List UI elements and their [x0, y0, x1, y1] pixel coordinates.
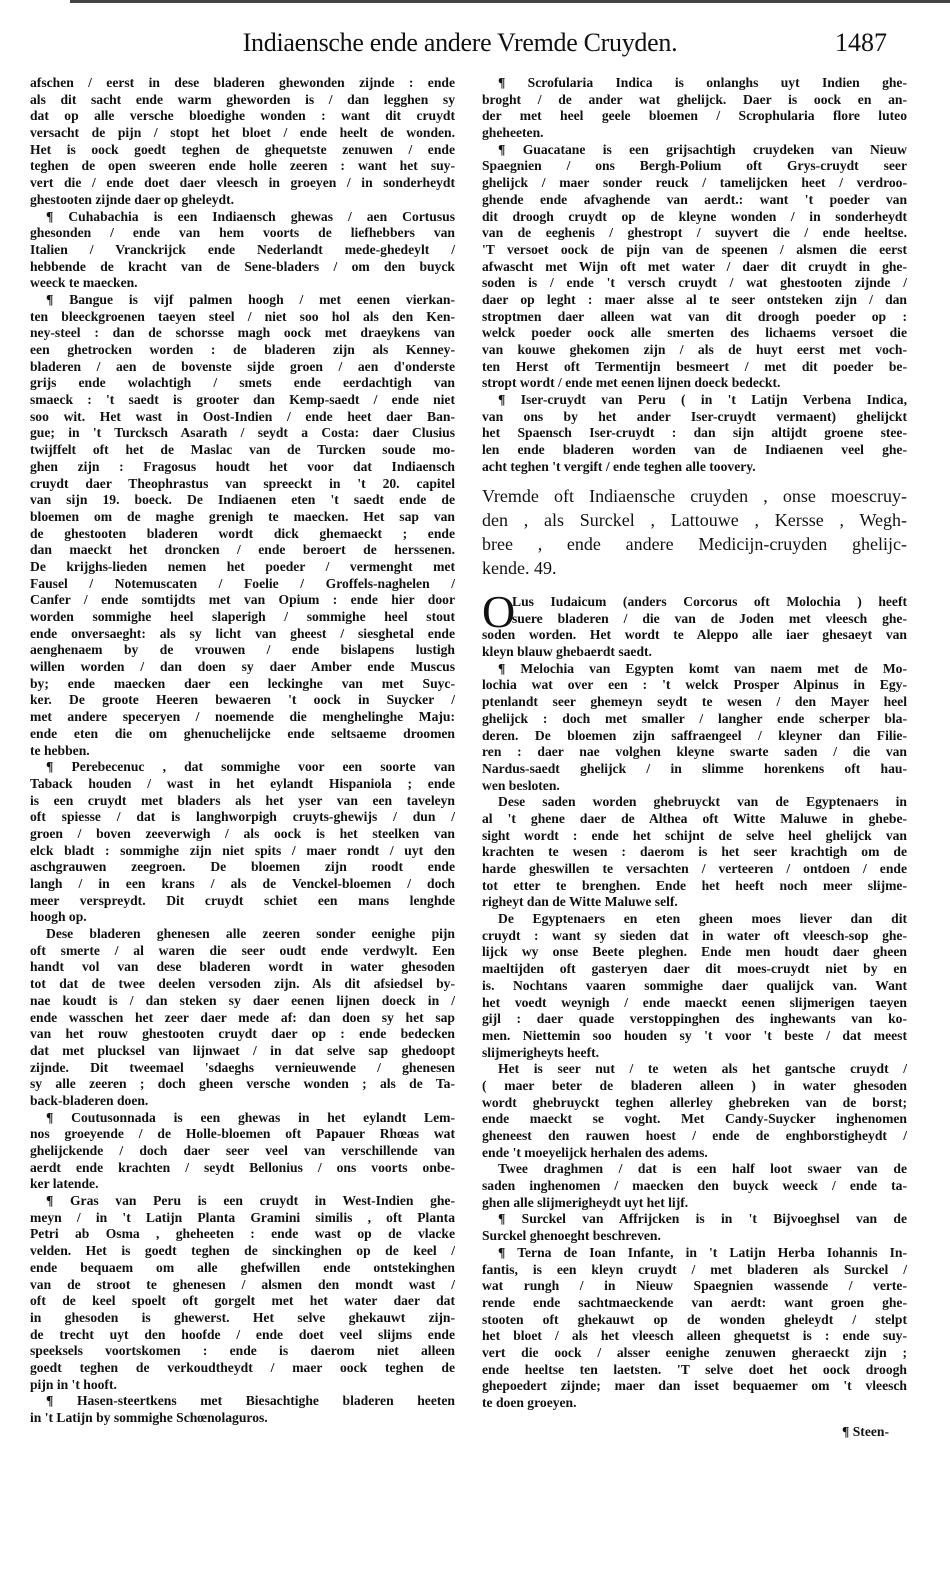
text-line: het Spaensch Iser-cruydt : dan sijn altijdt groene stee- [482, 425, 907, 441]
text-line: back-bladeren doen. [30, 1092, 149, 1108]
paragraph [30, 1193, 455, 1393]
text-line: te hebben. [30, 742, 90, 758]
text-line: Dese saden worden ghebruyckt van de Egyptenaers in [498, 794, 907, 810]
text-line: van sijn 19. boeck. De Indiaenen eten 't saedt ende de [30, 492, 455, 508]
text-line: stroptmen daer alleen wat van dit droogh poeder op : [482, 308, 907, 324]
text-line: afschen / eerst in dese bladeren ghewonden zijnde : ende [30, 75, 455, 90]
text-line: De Egyptenaers en eten gheen moes liever dan dit [498, 911, 907, 927]
text-line: cruydt : want sy sieden dat in water oft vleesch-sop ghe- [482, 927, 907, 943]
text-line: ker. De groote Heeren bewaeren 't oock in Suycker / [30, 692, 455, 708]
text-line: gheneest den rauwen hoest / ende de enghborstigheydt / [482, 1128, 907, 1143]
text-line: velden. Het is goedt teghen de sinckinghen op de keel / [30, 1243, 455, 1259]
text-line: daer op leght : maer alsse al te seer ontsteken zijn / dan [482, 291, 907, 307]
text-line: Taback houden / wast in het eylandt Hispaniola ; ende [30, 775, 455, 791]
text-line: Spaegnien / ons Bergh-Polium oft Grys-cruydt seer [482, 158, 907, 174]
text-line: worden sommighe heel slaperigh / sommighe heel stout [30, 609, 455, 624]
text-line: ghelijckende / doch daer seer veel van verschillende van [30, 1143, 455, 1158]
text-line: het voedt weynigh / ende maeckt eenen slijmerigen taeyen [482, 994, 907, 1010]
text-line: handt vol van dese bladeren wordt in water ghesoden [30, 959, 455, 975]
text-line: ghelijck : doch met smaller / langher ende scherper bla- [482, 710, 907, 726]
chapter-heading-line: den , als Surckel , Lattouwe , Kersse , Wegh- [482, 510, 907, 530]
text-line: welck poeder oock alle smerten des lichaems versoet die [482, 325, 907, 341]
text-line: Twee draghmen / dat is een half loot swaer van de [498, 1161, 907, 1177]
text-line: 'T versoet oock de pijn van de speenen / alsmen die eerst [482, 241, 907, 257]
text-line: sy alle zeeren ; doch gheen versche wonden ; als de Ta- [30, 1076, 455, 1092]
text-line: van kouwe ghekomen zijn / als de huyt eerst met voch- [482, 342, 907, 357]
paragraph [482, 586, 907, 661]
text-line: in 't Latijn by sommighe Schœnolaguros. [30, 1410, 268, 1425]
text-line: oft smerte / al waren die seer oudt ende verdwylt. Een [30, 942, 455, 958]
text-line: stooten oft ghekauwt op de wonden gheleydt / stelpt [482, 1311, 907, 1327]
text-line: ¶ Hasen-steertkens met Biesachtighe bladeren heeten [46, 1393, 455, 1409]
text-line: Nardus-saedt ghelijck / in slimme horenkens oft hau- [482, 760, 907, 776]
text-line: vert die / ende doet daer vleesch in groeyen / in sonderheydt [30, 175, 455, 191]
text-line: aerdt ende krachten / seydt Bellonius / ons voorts onbe- [30, 1159, 455, 1175]
paragraph [30, 759, 455, 926]
text-line: Fausel / Notemuscaten / Foelie / Groffels-naghelen / [30, 575, 455, 591]
text-line: wat rungh / in Nieuw Spaegnien wassende / verte- [482, 1278, 907, 1294]
running-title: Indiaensche ende andere Vremde Cruyden. [242, 28, 678, 57]
text-line: ghen zijn : Fragosus houdt het voor dat Indiaensch [30, 458, 455, 474]
text-line: tot etter te brenghen. Ende het heeft noch meer slijme- [482, 877, 907, 893]
text-line: acht teghen 't vergift / ende teghen alle toovery. [482, 458, 756, 474]
text-line: de ghestooten bladeren wordt dick ghemaeckt ; ende [30, 525, 455, 541]
paragraph [482, 392, 907, 475]
text-line: aenghenaem by de vrouwen / ende bislapens lustigh [30, 642, 455, 658]
text-line: teghen de open sweeren ende holle zeeren : want het suy- [30, 158, 455, 174]
text-line: ¶ Bangue is vijf palmen hoogh / met eenen vierkan- [46, 291, 455, 307]
paragraph [30, 1110, 455, 1193]
paragraph [30, 209, 455, 292]
text-line: ( maer beter de bladeren alleen ) in water ghesoden [482, 1077, 907, 1093]
text-line: dit droogh cruydt op de kleyne wonden / in sonderheydt [482, 208, 907, 224]
text-line: zijnde. Dit tweemael 'sdaeghs vernieuwende / ghenesen [30, 1059, 455, 1075]
scan-edge [70, 0, 950, 3]
text-line: de trecht uyt den hoofde / ende doet veel slijms ende [30, 1326, 455, 1342]
text-line: De krijghs-lieden nemen het poeder / vermenght met [30, 558, 455, 574]
text-line: ende heeltse ten laetsten. 'T selve doet het oock droogh [482, 1361, 907, 1377]
text-line: gue; in 't Turcksch Asarath / seydt a Costa: daer Clusius [30, 425, 455, 441]
text-line: deren. De bloemen zijn saffraengeel / kleyner dan Filie- [482, 727, 907, 743]
text-line: ker latende. [30, 1176, 99, 1192]
text-line: maeltijden oft gasteryen daer dit moes-cruydt niet by en [482, 961, 907, 977]
paragraph [482, 1211, 907, 1244]
text-line: ghepoedert zijnde; maer dan isset bequaemer om 't vleesch [482, 1378, 907, 1394]
text-line: ¶ Iser-cruydt van Peru ( in 't Latijn Verbena Indica, [498, 392, 907, 408]
text-line: harde gheswillen te versachten / verteeren / ontdoen / ende [482, 861, 907, 876]
text-line: een ghetrocken worden : de bladeren zijn als Kenney- [30, 342, 455, 357]
text-line: Het is seer nut / te weten als het gantsche cruydt / [498, 1061, 907, 1077]
text-line: ende onversaeght: als sy licht van gheest / siesghetal ende [30, 625, 455, 641]
paragraph [30, 292, 455, 759]
text-line: ptenlandt seer ghemeyn seydt te wesen / den Mayer heel [482, 694, 907, 710]
text-line: groen / boven zeeverwigh / als oock is het steelken van [30, 825, 455, 841]
text-line: langh / in een krans / als de Venckel-bloemen / doch [30, 876, 455, 891]
chapter-heading [482, 484, 907, 580]
chapter-heading-line: kende. 49. [482, 558, 557, 578]
text-line: ¶ Guacatane is een grijsachtigh cruydeken van Nieuw [498, 141, 907, 157]
text-line: oft de keel spoelt oft gorgelt met het water daer dat [30, 1293, 455, 1309]
text-line: lijck wy onse Beete pleghen. Ende men houdt daer gheen [482, 944, 907, 960]
text-line: ¶ Gras van Peru is een cruydt in West-Indien ghe- [46, 1193, 455, 1209]
text-line: twijffelt oft het de Maslac van de Turcken soude mo- [30, 442, 455, 458]
text-line: tot dat de twee deelen versoden zijn. Als dit afsiedsel by- [30, 976, 455, 992]
paragraph [482, 142, 907, 392]
text-line: gheheeten. [482, 125, 544, 141]
text-line: aschgrauwen zeegroen. De bloemen zijn roodt ende [30, 859, 455, 875]
text-line: stropt wordt / ende met eenen lijnen doeck bedeckt. [482, 375, 781, 391]
text-line: ¶ Melochia van Egypten komt van naem met de Mo- [498, 660, 907, 676]
text-line: Het is oock goedt teghen de ghequetste zenuwen / ende [30, 141, 455, 157]
text-line: ghelijck / maer sonder reuck / tamelijcken heet / verdroo- [482, 175, 907, 191]
text-line: ¶ Cuhabachia is een Indiaensch ghewas / aen Cortusus [46, 208, 455, 224]
text-line: sight wordt : ende het schijnt de selve heel ghelijck van [482, 827, 907, 843]
text-line: by; ende maecken daer een leckinghe van met Suyc- [30, 675, 455, 691]
text-line: met andere speceryen / noemende die menghelinghe Maju: [30, 709, 455, 725]
text-line: pijn in 't hooft. [30, 1376, 117, 1392]
text-line: ney-steel : dan de schorsse magh oock met draeykens van [30, 325, 455, 341]
text-line: ten bleeckgroenen taeyen steel / niet soo hol als den Ken- [30, 308, 455, 324]
text-line: Dese bladeren ghenesen alle zeeren sonder eenighe pijn [46, 926, 455, 942]
text-line: hebbende de kracht van de Sene-bladers / om den buyck [30, 258, 455, 274]
paragraph [30, 1393, 455, 1426]
text-line: fantis, is een kleyn cruydt / met bladeren als Surckel / [482, 1261, 907, 1277]
text-line: ¶ Perebecenuc , dat sommighe voor een soorte van [46, 759, 455, 775]
text-line: kleyn blauw ghebaerdt saedt. [482, 644, 652, 660]
chapter-heading-line: bree , ende andere Medicijn-cruyden ghelijc- [482, 534, 907, 554]
paragraph [482, 1061, 907, 1161]
drop-cap: O [482, 586, 516, 637]
text-line: ende eten die om ghenuchelijcke ende seltsaeme droomen [30, 725, 455, 741]
text-line: wordt ghebruyckt teghen allerley ghebreken van de borst; [482, 1094, 907, 1110]
text-line: vert die oock / alsser eenighe zenuwen gheraeckt zijn ; [482, 1344, 907, 1360]
text-line: ghesonden / ende van hem voorts de liefhebbers van [30, 225, 455, 241]
text-line: len ende bladeren worden van de Indiaenen veel ghe- [482, 442, 907, 458]
text-line: soden worden. Het wordt te Aleppo alle iaer ghesaeyt van [482, 627, 907, 643]
text-line: versacht de pijn / stopt het bloet / ende heelt de wonden. [30, 125, 455, 141]
text-line: ghende ende afvaghende van aerdt.: want 't poeder van [482, 191, 907, 207]
text-line: saden inghenomen / maecken den buyck weeck / ende ta- [482, 1178, 907, 1194]
text-line: broght / de ander wat ghelijck. Daer is oock en an- [482, 91, 907, 107]
text-line: ende 't moeyelijck herhalen des adems. [482, 1144, 708, 1160]
text-line: weeck te maecken. [30, 275, 138, 291]
text-line: gijl : daer quade verstoppinghen des inghewants van ko- [482, 1011, 907, 1027]
text-line: men. Niettemin soo houden sy 't voor 't beste / dat meest [482, 1027, 907, 1043]
text-line: van ons by het ander Iser-cruydt vermaent) ghelijckt [482, 408, 907, 424]
text-line: Canfer / ende somtijdts met van Opium : ende hier door [30, 592, 455, 608]
text-line: Italien / Vranckrijck ende Nederlandt mede-ghedeylt / [30, 241, 455, 257]
text-line: het bloet / als het vleesch alleen ghequetst is : ende suy- [482, 1328, 907, 1344]
text-line: bloemen om de maghe grenigh te maecken. Het sap van [30, 508, 455, 524]
text-line: ten Herst oft Termentijn besmeert / met dit poeder be- [482, 358, 907, 374]
text-line: soden is / ende 't versch cruydt / wat ghestooten zijnde / [482, 275, 907, 291]
text-line: van het rouw ghestooten cruydt daer op : ende bedecken [30, 1026, 455, 1042]
text-line: goedt teghen de verkoudtheydt / maer oock teghen de [30, 1359, 455, 1375]
text-line: ¶ Terna de Ioan Infante, in 't Latijn Herba Iohannis In- [498, 1244, 907, 1260]
paragraph [482, 1245, 907, 1412]
paragraph [482, 794, 907, 911]
catchword: ¶ Steen- [842, 1424, 889, 1439]
text-line: oft spiesse / dat is langhworpigh cruyts-ghewijs / dun / [30, 809, 455, 825]
text-line: als dit sacht ende warm gheworden is / dan legghen sy [30, 91, 455, 107]
text-line: ende maeckt se voght. Met Candy-Suycker inghenomen [482, 1111, 907, 1127]
text-line: ende bequaem om alle ghefwillen ende ontstekinghen [30, 1259, 455, 1275]
text-line: ¶ Coutusonnada is een ghewas in het eylandt Lem- [46, 1109, 455, 1125]
text-line: wen besloten. [482, 777, 560, 793]
text-line: rende ende sachtmaeckende van aerdt: want groen ghe- [482, 1294, 907, 1310]
text-line: nae koudt is / dan steken sy daer eenen lijnen doeck in / [30, 992, 455, 1008]
text-line: ghen alle slijmerigheydt uyt het lijf. [482, 1194, 689, 1210]
chapter-heading-line: Vremde oft Indiaensche cruyden , onse moescruy- [482, 486, 907, 506]
text-line: te doen groeyen. [482, 1395, 577, 1410]
text-line: Surckel ghenoeght beschreven. [482, 1228, 661, 1244]
text-line: der met heel geele bloemen / Scrophularia flore luteo [482, 108, 907, 124]
text-line: speeksels voortskomen : ende is daerom niet alleen [30, 1343, 455, 1359]
paragraph [482, 661, 907, 795]
page-number: 1487 [835, 28, 887, 57]
paragraph [482, 75, 907, 142]
text-line: nos groeyende / de Holle-bloemen oft Papauer Rhœas wat [30, 1126, 455, 1142]
text-line: dat op alle versche bloedighe wonden : want dit cruydt [30, 108, 455, 124]
text-line: elck bladt : sommighe zijn niet spits / maer rondt / uyt den [30, 842, 455, 858]
text-line: lochia wat over een : 't welck Prosper Alpinus in Egy- [482, 677, 907, 693]
text-line: ghestooten zijnde daer op gheleydt. [30, 191, 235, 207]
text-line: dat met plucksel van lijnwaet / in dat selve sap ghedoopt [30, 1042, 455, 1058]
text-line: cruydt daer Theophrastus van spreeckt in 't 20. capitel [30, 475, 455, 491]
text-line: hoogh op. [30, 909, 87, 925]
text-line: krachten te wesen : daerom is het seer krachtigh om de [482, 844, 907, 860]
left-column [30, 75, 455, 1427]
paragraph [482, 911, 907, 1061]
text-line: soo wit. Het wast in Oost-Indien / ende heet daer Ban- [30, 408, 455, 424]
text-line: grijs ende wolachtigh / smets ende eerdachtigh van [30, 375, 455, 391]
text-line: in ghesoden is ghewerst. Het selve ghekauwt zijn- [30, 1309, 455, 1325]
text-line: ¶ Scrofularia Indica is onlanghs uyt Indien ghe- [498, 75, 907, 90]
text-line: ende wasschen het zeer daer mede af: dan doen sy het sap [30, 1009, 455, 1025]
paragraph [30, 926, 455, 1110]
text-line: ¶ Surckel van Affrijcken is in 't Bijvoeghsel van de [498, 1211, 907, 1227]
right-column-top [482, 75, 907, 476]
text-line: van de eeghenis / ghestropt / suyvert die / ende heeltse. [482, 225, 907, 241]
text-line: Petri ab Osma , gheheeten : ende wast op de vlacke [30, 1226, 455, 1242]
text-line: ren : daer nae volghen kleyne swarte saden / die van [482, 744, 907, 760]
text-line: suere bladeren / die van de Joden met vleesch ghe- [512, 610, 907, 626]
text-line: slijmerigheyts heeft. [482, 1044, 600, 1060]
paragraph [30, 75, 455, 209]
text-line: meer verspreydt. Dit cruydt schiet een mans lenghde [30, 892, 455, 908]
text-line: righeyt dan de Witte Maluwe self. [482, 894, 678, 910]
right-column-bottom [482, 586, 907, 1412]
text-line: is een cruydt met bladers als het yser van een taveleyn [30, 792, 455, 808]
text-line: Lus Iudaicum (anders Corcorus oft Molochia ) heeft [512, 594, 907, 609]
text-line: van de stroot te ghenesen / alsmen den mondt wast / [30, 1276, 455, 1292]
text-line: afwascht met Wijn oft met water / daer dit cruydt in ghe- [482, 258, 907, 274]
text-line: bladeren / aen de bovenste sijde groen / aen d'onderste [30, 358, 455, 374]
text-line: is. Nochtans vaaren sommighe daer qualijck van. Want [482, 977, 907, 993]
text-line: meyn / in 't Latijn Planta Gramini similis , oft Planta [30, 1209, 455, 1225]
text-line: smaeck : 't saedt is grooter dan Kemp-saedt / ende niet [30, 392, 455, 408]
text-line: dan maeckt het droncken / ende beroert de herssenen. [30, 542, 455, 558]
text-line: al 't ghene daer de Althea oft Witte Maluwe in ghebe- [482, 810, 907, 826]
text-line: willen worden / dan doen sy daer Amber ende Muscus [30, 659, 455, 675]
paragraph [482, 1161, 907, 1211]
